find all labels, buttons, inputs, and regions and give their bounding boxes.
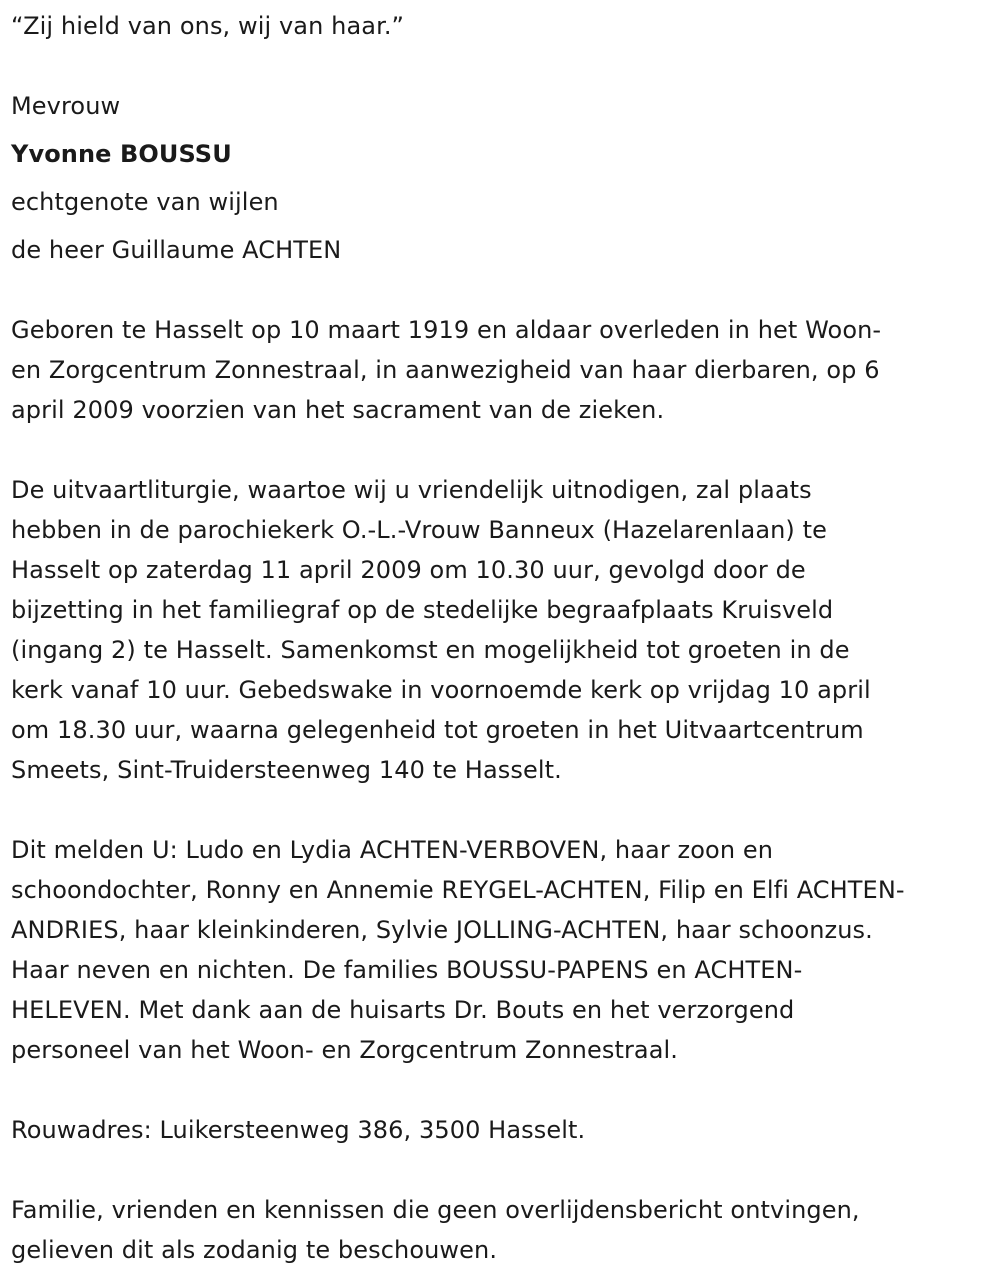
paragraph-line: Dit melden U: Ludo en Lydia ACHTEN-VERBOVEN, haar zoon en: [11, 836, 774, 864]
paragraph-line: bijzetting in het familiegraf op de stedelijke begraafplaats Kruisveld: [11, 596, 834, 624]
paragraph-line: Geboren te Hasselt op 10 maart 1919 en aldaar overleden in het Woon-: [11, 316, 882, 344]
paragraph-line: kerk vanaf 10 uur. Gebedswake in voornoemde kerk op vrijdag 10 april: [11, 676, 871, 704]
paragraph-line: Smeets, Sint-Truidersteenweg 140 te Hasselt.: [11, 756, 562, 784]
spouse-name: de heer Guillaume ACHTEN: [11, 236, 342, 264]
deceased-name: Yvonne BOUSSU: [11, 140, 232, 168]
paragraph-line: schoondochter, Ronny en Annemie REYGEL-ACHTEN, Filip en Elfi ACHTEN-: [11, 876, 905, 904]
paragraph-line: en Zorgcentrum Zonnestraal, in aanwezigheid van haar dierbaren, op 6: [11, 356, 880, 384]
paragraph-line: HELEVEN. Met dank aan de huisarts Dr. Bouts en het verzorgend: [11, 996, 795, 1024]
paragraph-line: Familie, vrienden en kennissen die geen overlijdensbericht ontvingen,: [11, 1196, 860, 1224]
paragraph-line: Hasselt op zaterdag 11 april 2009 om 10.30 uur, gevolgd door de: [11, 556, 806, 584]
paragraph-line: ANDRIES, haar kleinkinderen, Sylvie JOLLING-ACHTEN, haar schoonzus.: [11, 916, 873, 944]
paragraph-line: om 18.30 uur, waarna gelegenheid tot groeten in het Uitvaartcentrum: [11, 716, 864, 744]
salutation: Mevrouw: [11, 92, 121, 120]
paragraph-line: gelieven dit als zodanig te beschouwen.: [11, 1236, 498, 1264]
paragraph-line: hebben in de parochiekerk O.-L.-Vrouw Banneux (Hazelarenlaan) te: [11, 516, 828, 544]
paragraph-line: De uitvaartliturgie, waartoe wij u vriendelijk uitnodigen, zal plaats: [11, 476, 812, 504]
paragraph-line: Haar neven en nichten. De families BOUSSU-PAPENS en ACHTEN-: [11, 956, 803, 984]
relation-text: echtgenote van wijlen: [11, 188, 279, 216]
mourning-address: Rouwadres: Luikersteenweg 386, 3500 Hasselt.: [11, 1116, 586, 1144]
motto-quote: “Zij hield van ons, wij van haar.”: [11, 12, 405, 40]
paragraph-line: april 2009 voorzien van het sacrament van de zieken.: [11, 396, 665, 424]
paragraph-line: (ingang 2) te Hasselt. Samenkomst en mogelijkheid tot groeten in de: [11, 636, 850, 664]
paragraph-line: personeel van het Woon- en Zorgcentrum Zonnestraal.: [11, 1036, 679, 1064]
